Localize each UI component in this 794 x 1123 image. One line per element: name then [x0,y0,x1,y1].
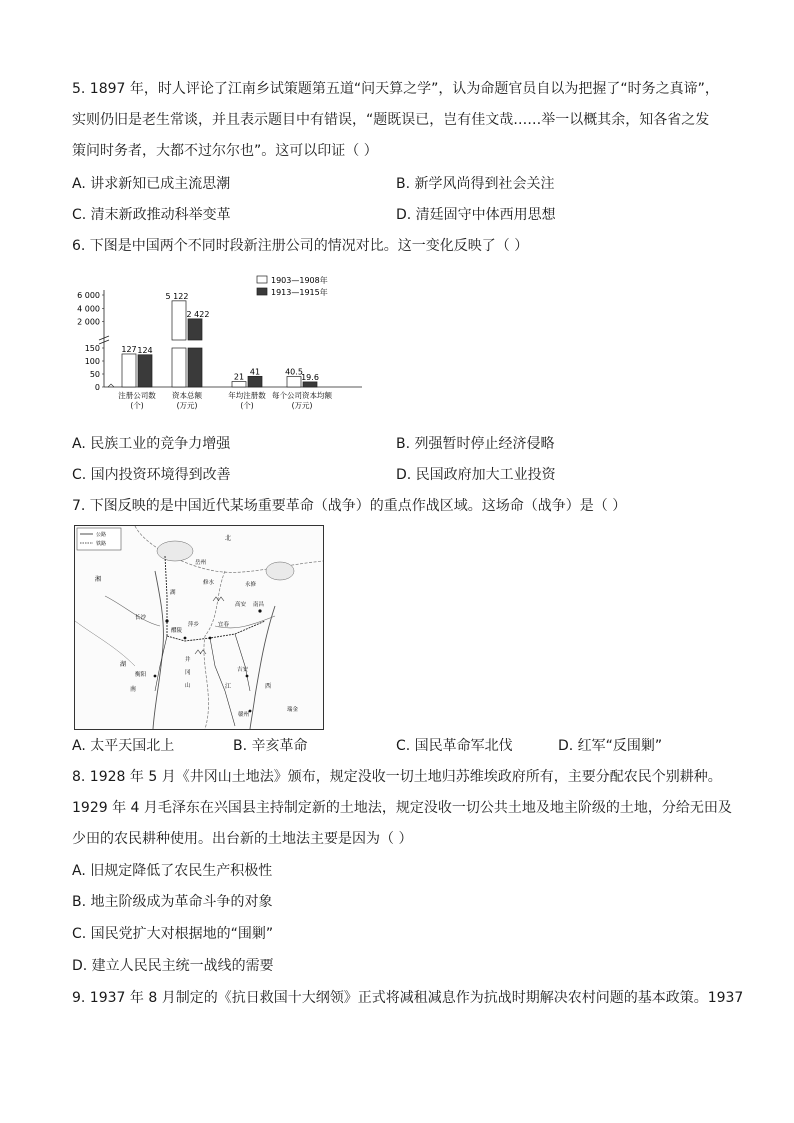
legend-label: 1903—1908年 [271,276,328,285]
y-tick-label: 6 000 [77,291,100,300]
map-legend-road: 公路 [96,532,107,538]
legend-label: 1913—1915年 [271,288,328,297]
place-label: 吉安 [237,667,249,673]
q7-option-b[interactable]: B. 辛亥革命 [233,738,308,754]
gan-river [250,606,275,729]
place-label: 江 [225,683,232,690]
place-label: 山 [185,683,191,689]
bar [232,382,246,387]
y-tick-label: 100 [84,357,100,366]
lake-dongting [157,541,193,561]
axis-arrow [108,384,114,387]
place-label: 瑞金 [287,707,299,713]
category-label: (万元) [291,401,313,410]
category-label: (个) [130,401,144,410]
campaign-map [74,525,324,730]
q8-stem-line-2: 1929 年 4 月毛泽东在兴国县主持制定新的土地法，规定没收一切公共土地及地主阶级的土地，分给无田及 [72,800,732,816]
y-tick-label: 0 [94,383,100,392]
place-label: 永修 [245,582,257,588]
q5-stem-line-1: 5. 1897 年，时人评论了江南乡试策题第五道“问天算之学”，认为命题官员自以为把握了“时务之真谛”， [72,81,719,97]
q7-option-d[interactable]: D. 红军“反围剿” [558,738,663,754]
bar-value-label: 124 [137,345,153,355]
province-border-hunan-jiangxi [204,571,225,729]
y-tick-label: 50 [89,370,100,379]
place-label: 南昌 [253,602,265,608]
bar-value-label: 41 [249,367,261,377]
category-label: 资本总额 [172,391,202,400]
place-label: 南 [130,686,137,693]
city-dot [249,710,252,713]
q6-option-a[interactable]: A. 民族工业的竞争力增强 [72,436,231,452]
place-label: 醴陵 [171,628,183,634]
bar-value-label: 5 122 [165,291,189,301]
q8-stem-line-1: 8. 1928 年 5 月《井冈山土地法》颁布，规定没收一切土地归苏维埃政府所有，主要分配农民个别耕种。 [72,769,722,785]
place-label: 湘 [95,576,102,583]
q5-option-b[interactable]: B. 新学风尚得到社会关注 [396,176,555,192]
railway-north [165,556,167,636]
bar [303,382,317,387]
q6-option-c[interactable]: C. 国内投资环境得到改善 [72,467,231,483]
river-west [105,596,160,626]
city-dot [184,637,187,640]
q9-stem-line-1: 9. 1937 年 8 月制定的《抗日救国十大纲领》正式将减租减息作为抗战时期解决农村问题的基本政策。1937 [72,990,744,1006]
bar-value-label: 21 [233,372,245,382]
city-dot [246,675,249,678]
place-label: 修水 [203,580,215,586]
category-label: 每个公司资本均额 [272,391,332,400]
bar [287,376,301,387]
bar-value-label: 19.6 [301,372,319,382]
y-tick-label: 2 000 [77,317,100,327]
bar-value-label: 40.5 [285,367,303,377]
q7-option-a[interactable]: A. 太平天国北上 [72,738,175,754]
bar-lower-segment [172,348,186,387]
place-label: 岳州 [195,560,207,566]
q8-stem-line-3: 少田的农民耕种使用。出台新的土地法主要是因为（ ） [72,831,413,847]
company-registration-chart [72,270,372,420]
y-tick-label: 4 000 [77,304,100,314]
city-dot [209,637,212,640]
place-label: 冈 [185,670,191,676]
place-label: 湖 [120,661,127,668]
q8-option-a[interactable]: A. 旧规定降低了农民生产积极性 [72,863,273,879]
q6-option-b[interactable]: B. 列强暂时停止经济侵略 [396,436,555,452]
bar-lower-segment [188,348,202,387]
place-label: 北 [225,535,232,542]
place-label: 赣州 [238,712,250,718]
place-label: 长沙 [135,615,147,621]
q8-option-d[interactable]: D. 建立人民民主统一战线的需要 [72,958,274,974]
place-label: 西 [265,683,272,690]
place-label: 宜春 [218,622,230,628]
legend-swatch [257,288,267,295]
q5-stem-line-3: 策问时务者，大都不过尔尔也”。这可以印证（ ） [72,143,378,159]
legend-swatch [257,276,267,283]
q5-option-d[interactable]: D. 清廷固守中体西用思想 [396,207,556,223]
city-dot [258,609,261,612]
q6-stem: 6. 下图是中国两个不同时段新注册公司的情况对比。这一变化反映了（ ） [72,238,529,254]
place-label: 井 [185,657,191,663]
bar-value-label: 2 422 [186,309,210,319]
q8-option-b[interactable]: B. 地主阶级成为革命斗争的对象 [72,894,273,910]
lake-poyang [266,562,294,580]
bar-chart-svg [72,270,372,420]
q8-option-c[interactable]: C. 国民党扩大对根据地的“围剿” [72,926,274,942]
category-label: 年均注册数 [228,391,266,400]
q5-option-c[interactable]: C. 清末新政推动科举变革 [72,207,231,223]
city-dot [165,619,168,622]
bar [122,354,136,387]
category-label: 注册公司数 [118,391,156,400]
bar [138,355,152,387]
category-label: (万元) [176,401,198,410]
city-dot [154,675,157,678]
map-svg [75,526,323,729]
river-sw [75,621,135,666]
road-jinggang [210,638,235,726]
xiang-river [153,571,163,729]
place-label: 衡阳 [135,672,147,678]
category-label: (个) [240,401,254,410]
bar-value-label: 127 [121,344,137,354]
place-label: 高安 [235,602,247,608]
q7-stem: 7. 下图反映的是中国近代某场重要革命（战争）的重点作战区域。这场命（战争）是（ ） [72,498,627,514]
q5-option-a[interactable]: A. 讲求新知已成主流思潮 [72,176,231,192]
q7-option-c[interactable]: C. 国民革命军北伐 [396,738,513,754]
y-tick-label: 150 [84,344,100,353]
bar [172,301,186,340]
q5-stem-line-2: 实则仍旧是老生常谈，并且表示题目中有错误，“题既误已，岂有佳文哉……举一以概其余，知各省之发 [72,112,710,128]
road-jian [235,634,250,691]
bar [248,376,262,387]
bar [188,319,202,340]
q6-option-d[interactable]: D. 民国政府加大工业投资 [396,467,556,483]
place-label: 萍乡 [188,622,200,628]
map-legend-rail: 铁路 [96,541,107,547]
place-label: 湖 [170,590,176,596]
